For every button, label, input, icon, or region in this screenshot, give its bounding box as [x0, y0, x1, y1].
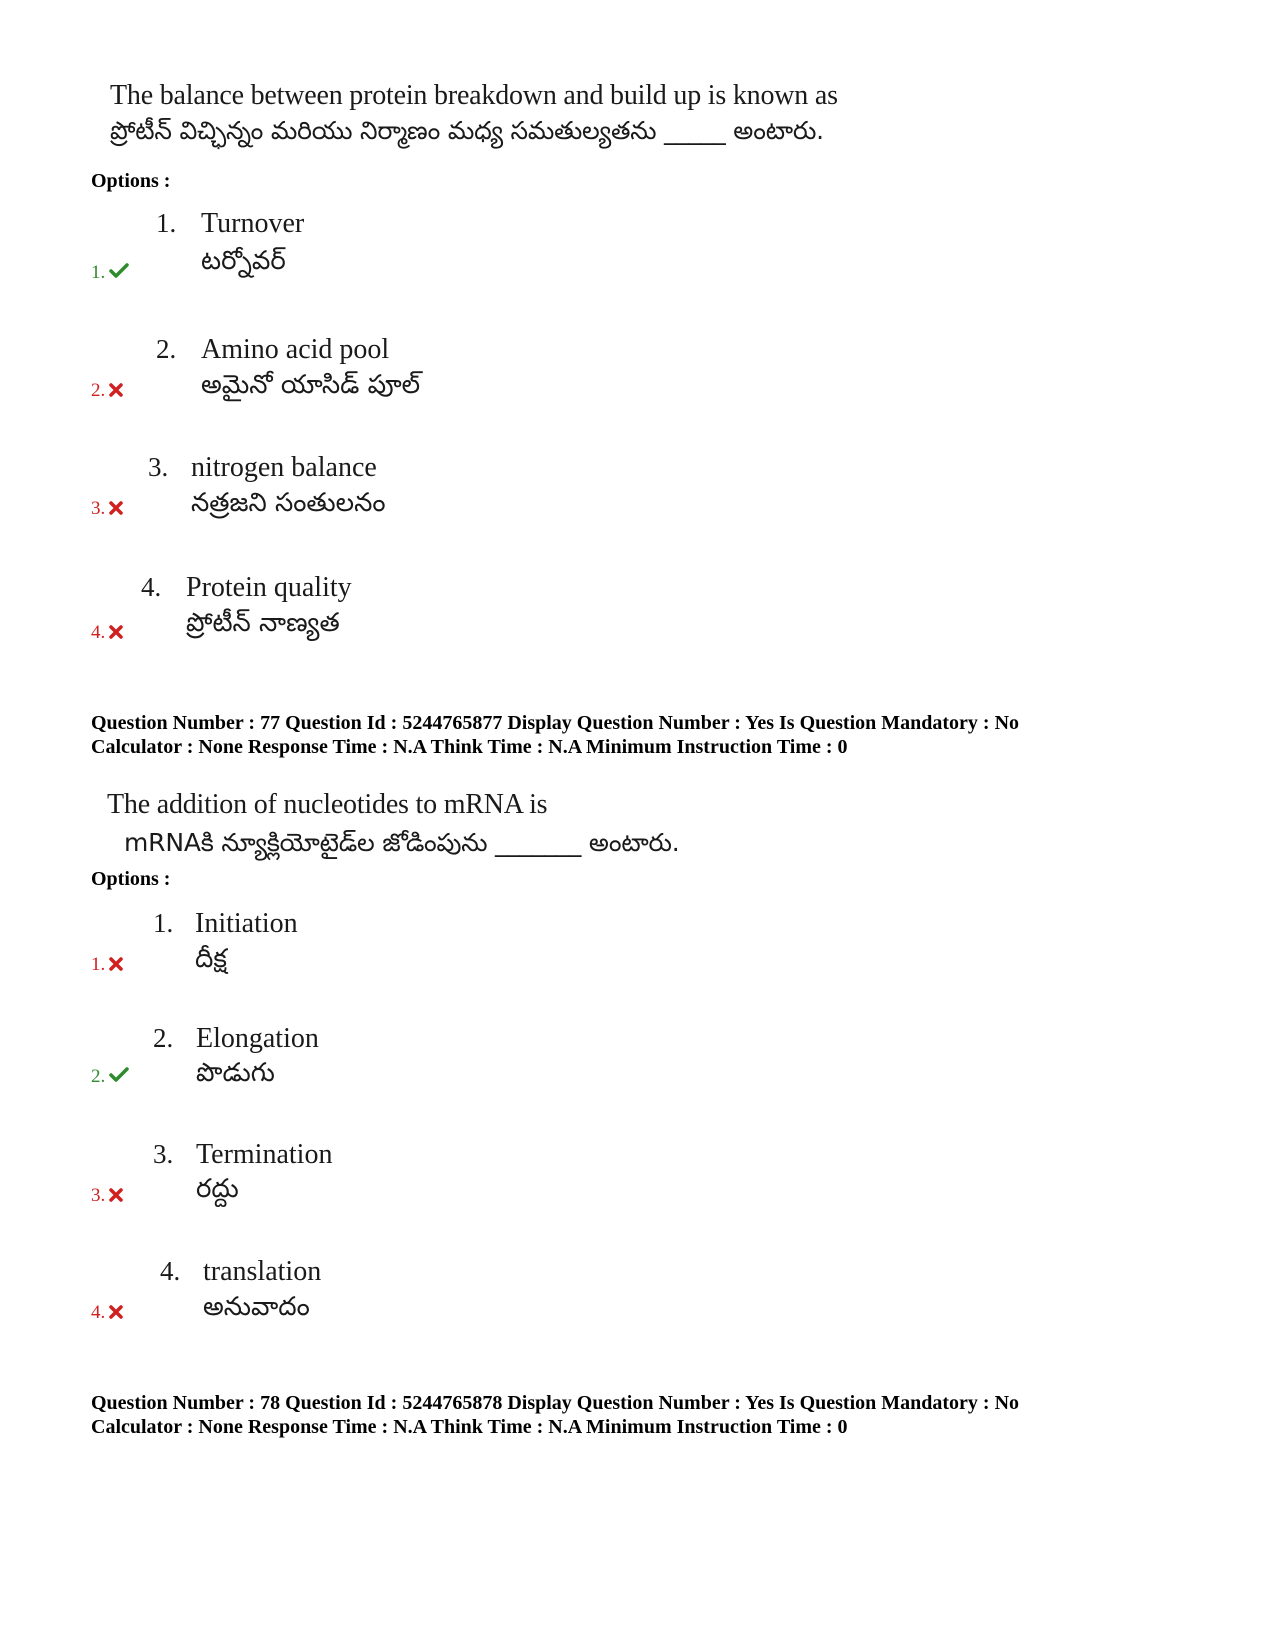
option-marker-label: 1. [91, 954, 106, 975]
option-text-te: నత్రజని సంతులనం [191, 488, 386, 518]
option-text-en: Elongation [196, 1023, 319, 1054]
option-text-en: Amino acid pool [201, 334, 390, 365]
option-marker [91, 1302, 123, 1324]
check-icon [109, 1067, 129, 1083]
option-marker-label: 2. [91, 1066, 106, 1087]
option-text-en: translation [203, 1256, 322, 1287]
option-marker [91, 622, 123, 644]
options-label: Options : [91, 868, 171, 890]
question-text-te: ప్రోటీన్ విచ్ఛిన్నం మరియు నిర్మాణం మధ్య సమతుల్యతను _____ అంటారు. [110, 116, 824, 145]
option-text-te: దీక్ష [195, 944, 227, 974]
cross-icon [109, 1188, 123, 1202]
option-marker [91, 1066, 129, 1088]
option-number: 1. [156, 208, 177, 238]
question-meta-line1: Question Number : 78 Question Id : 5244765878 Display Question Number : Yes Is Question Mandatory : No [91, 1392, 1020, 1414]
option-text-te: రద్దు [196, 1174, 239, 1204]
option-text-en: Termination [196, 1139, 333, 1170]
option-marker-label: 3. [91, 1185, 106, 1206]
cross-icon [109, 501, 123, 515]
option-marker [91, 262, 129, 284]
question-meta-line2: Calculator : None Response Time : N.A Think Time : N.A Minimum Instruction Time : 0 [91, 1416, 848, 1438]
option-marker [91, 380, 123, 402]
option-marker-label: 4. [91, 622, 106, 643]
question-text-en: The balance between protein breakdown and build up is known as [110, 80, 838, 111]
option-marker [91, 498, 123, 520]
question-text-te: mRNAకి న్యూక్లియోటైడ్‌ల జోడింపును _______ అంటారు. [124, 828, 680, 857]
cross-icon [109, 1305, 123, 1319]
option-text-te: అమైనో యాసిడ్ పూల్ [201, 370, 421, 400]
check-icon [109, 263, 129, 279]
question-meta-line2: Calculator : None Response Time : N.A Think Time : N.A Minimum Instruction Time : 0 [91, 736, 848, 758]
question-text-en: The addition of nucleotides to mRNA is [107, 789, 548, 820]
option-text-en: nitrogen balance [191, 452, 377, 483]
option-marker-label: 1. [91, 262, 106, 283]
option-text-te: టర్నోవర్ [201, 246, 286, 276]
cross-icon [109, 383, 123, 397]
option-marker [91, 954, 123, 976]
option-number: 1. [153, 908, 174, 938]
options-label: Options : [91, 170, 171, 192]
option-number: 4. [141, 572, 162, 602]
question-meta-line1: Question Number : 77 Question Id : 5244765877 Display Question Number : Yes Is Question Mandatory : No [91, 712, 1020, 734]
option-number: 2. [153, 1023, 174, 1053]
option-text-te: పొడుగు [196, 1058, 275, 1088]
cross-icon [109, 957, 123, 971]
option-marker-label: 3. [91, 498, 106, 519]
cross-icon [109, 625, 123, 639]
option-text-en: Initiation [195, 908, 298, 939]
option-number: 3. [153, 1139, 174, 1169]
option-number: 3. [148, 452, 169, 482]
option-marker [91, 1185, 123, 1207]
option-marker-label: 2. [91, 380, 106, 401]
option-text-en: Protein quality [186, 572, 352, 603]
option-number: 2. [156, 334, 177, 364]
option-text-te: ప్రోటీన్ నాణ్యత [186, 608, 340, 638]
option-marker-label: 4. [91, 1302, 106, 1323]
option-text-en: Turnover [201, 208, 305, 239]
option-number: 4. [160, 1256, 181, 1286]
option-text-te: అనువాదం [203, 1292, 310, 1322]
